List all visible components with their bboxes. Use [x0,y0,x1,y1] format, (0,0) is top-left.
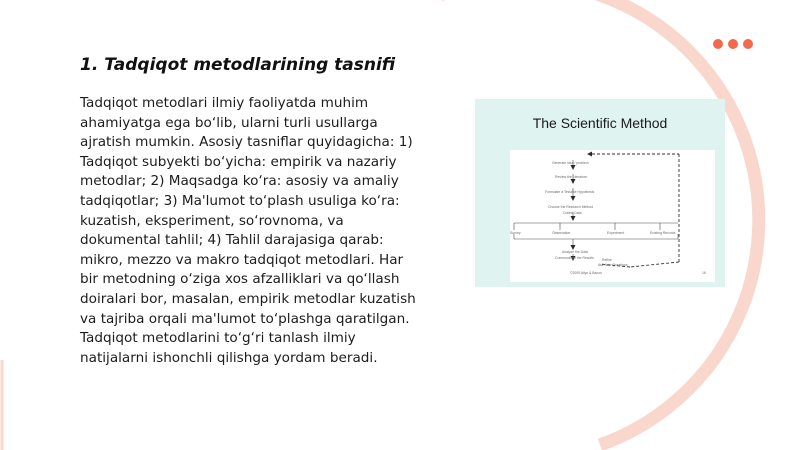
scientific-method-figure [475,99,725,287]
flow-method-label: Survey [510,231,521,235]
figure-copyright: ©2009 Allyn & Bacon [570,271,602,275]
dot-icon [728,39,738,49]
flow-side-note: Ask New Questions [598,263,628,267]
flow-step-label: Review the Literature [555,175,588,179]
flow-method-label: Experiment [607,231,625,235]
flow-method-label: Observation [552,231,571,235]
dot-icon [713,39,723,49]
flow-step-label: Analyze the Data [562,250,588,254]
dot-icon [743,39,753,49]
flow-method-label: Existing Records [650,231,676,235]
flow-step-label: Formulate a Testable Hypothesis [545,190,595,194]
flow-step-label: Communicate the Results [555,256,594,260]
flow-step-label: Collect Data [563,211,582,215]
flow-step-label: Generate idea / problem [552,161,589,165]
flowchart [510,150,715,282]
slide-body-text: Tadqiqot metodlari ilmiy faoliyatda muhim ahamiyatga ega bo‘lib, ularni turli usullarga ajratish mumkin. Asosiy tasniflar quyidagicha: 1) Tadqiqot subyekti bo‘yicha: empirik va nazariy metodlar; 2) Maqsadga ko‘ra: asosiy va amaliy tadqiqotlar; 3) Ma'lumot to‘plash usuliga ko‘ra: kuzatish, eksperiment, so‘rovnoma, va dokumental tahlil; 4) Tahlil darajasiga qarab: mikro, mezzo va makro tadqiqot metodlari. Har bir metodning o‘ziga xos afzalliklari va qo‘llash doiralari bor, masalan, empirik metodlar kuzatish va tajriba orqali ma'lumot to‘plashga qaratilgan. Tadqiqot metodlarini to‘g‘ri tanlash ilmiy natijalarni ishonchli qilishga yordam beradi. [80,95,416,366]
decorative-dots [713,39,753,49]
flow-side-note: Refine [602,258,612,262]
flow-step-label: Choose the Research Method [548,205,594,209]
slide-title: 1. Tadqiqot metodlarining tasnifi [80,55,396,75]
figure-page-number: 16 [702,271,706,275]
figure-title: The Scientific Method [532,115,668,131]
